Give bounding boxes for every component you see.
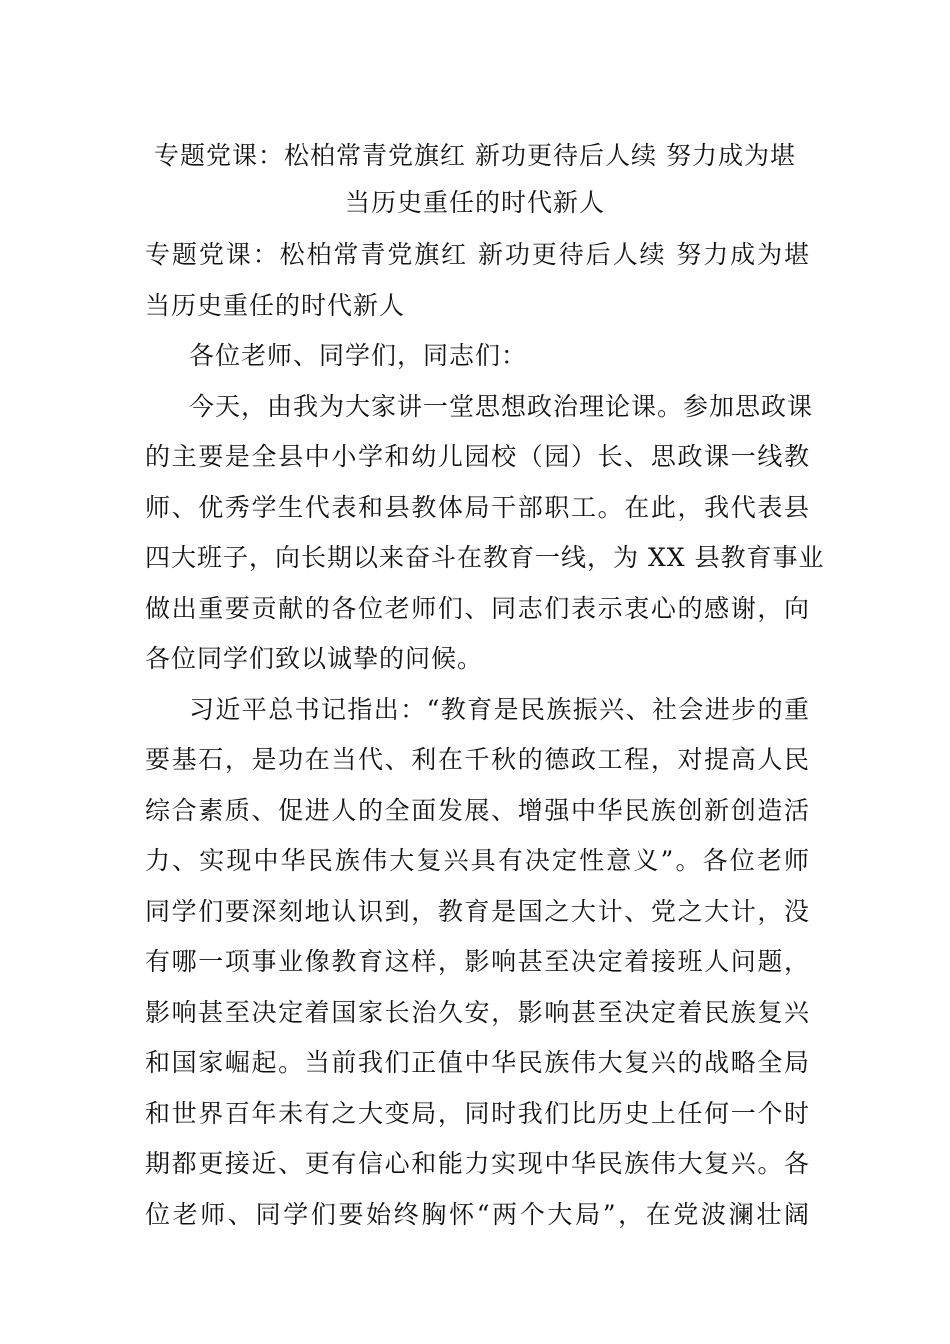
body-line: 专题党课：松柏常青党旗红 新功更待后人续 努力成为堪 xyxy=(145,240,810,269)
body-line: 四大班子，向长期以来奋斗在教育一线，为 XX 县教育事业 xyxy=(145,543,825,572)
body-line: 同学们要深刻地认识到，教育是国之大计、党之大计，没 xyxy=(145,896,810,926)
body-line: 影响甚至决定着国家长治久安，影响甚至决定着民族复兴 xyxy=(145,997,810,1027)
body-line: 综合素质、促进人的全面发展、增强中华民族创新创造活 xyxy=(145,795,810,825)
title-line-1: 专题党课：松柏常青党旗红 新功更待后人续 努力成为堪 xyxy=(154,141,796,170)
body-line: 当历史重任的时代新人 xyxy=(145,290,406,320)
body-line: 力、实现中华民族伟大复兴具有决定性意义”。各位老师 xyxy=(145,846,810,875)
title-line-2: 当历史重任的时代新人 xyxy=(344,188,605,217)
body-line: 要基石，是功在当代、利在千秋的德政工程，对提高人民 xyxy=(145,745,810,774)
body-line: 位老师、同学们要始终胸怀“两个大局”，在党波澜壮阔 xyxy=(145,1199,810,1229)
document-title xyxy=(140,132,810,226)
body-line: 和世界百年未有之大变局，同时我们比历史上任何一个时 xyxy=(145,1098,810,1128)
document-body xyxy=(145,230,825,1240)
body-line: 师、优秀学生代表和县教体局干部职工。在此，我代表县 xyxy=(145,492,810,522)
body-line: 的主要是全县中小学和幼儿园校（园）长、思政课一线教 xyxy=(145,442,810,471)
body-line: 各位同学们致以诚挚的问候。 xyxy=(145,644,484,673)
body-line: 今天，由我为大家讲一堂思想政治理论课。参加思政课 xyxy=(189,391,814,421)
body-line: 期都更接近、更有信心和能力实现中华民族伟大复兴。各 xyxy=(145,1149,810,1178)
body-line: 做出重要贡献的各位老师们、同志们表示衷心的感谢，向 xyxy=(145,593,810,623)
body-line: 有哪一项事业像教育这样，影响甚至决定着接班人问题， xyxy=(145,947,810,976)
body-line: 各位老师、同学们，同志们： xyxy=(189,341,528,370)
body-line: 和国家崛起。当前我们正值中华民族伟大复兴的战略全局 xyxy=(145,1048,810,1077)
body-line: 习近平总书记指出：“教育是民族振兴、社会进步的重 xyxy=(189,694,810,724)
